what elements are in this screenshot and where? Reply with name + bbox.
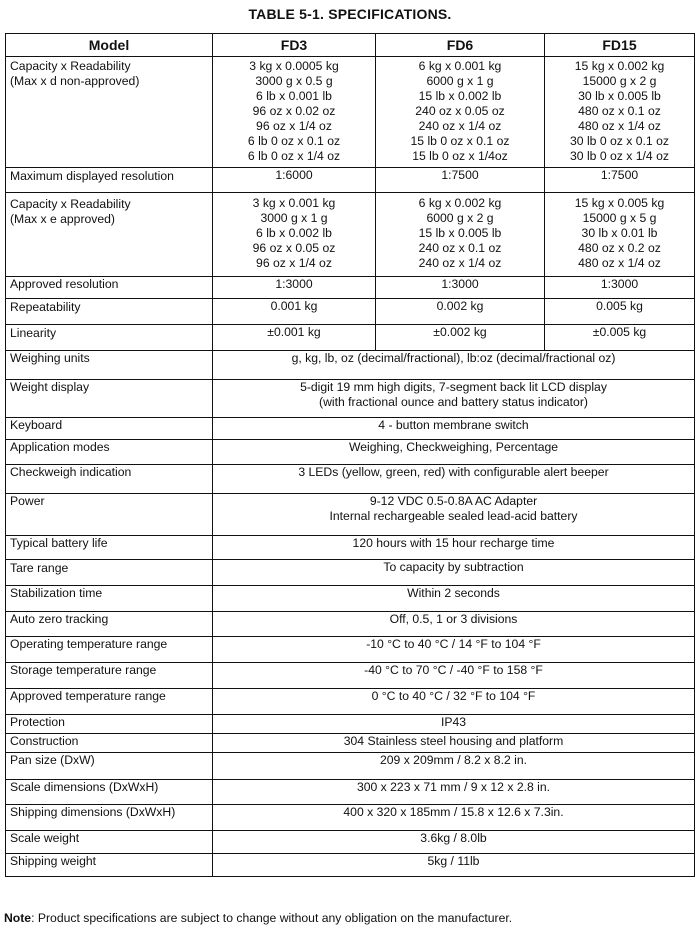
- table-row-repeatability: [6, 299, 695, 325]
- row-label: Storage temperature range: [6, 663, 213, 689]
- table-row-tare-range: [6, 560, 695, 586]
- fd15-value: 15 kg x 0.005 kg 15000 g x 5 g 30 lb x 0.01 lb 480 oz x 0.2 oz 480 oz x 1/4 oz: [545, 193, 695, 277]
- shared-value: 400 x 320 x 185mm / 15.8 x 12.6 x 7.3in.: [213, 805, 695, 831]
- shared-value: 4 - button membrane switch: [213, 418, 695, 440]
- row-label: Shipping weight: [6, 854, 213, 877]
- fd3-value: 1:6000: [213, 168, 376, 193]
- table-row-power: [6, 494, 695, 536]
- fd3-value: 3 kg x 0.0005 kg 3000 g x 0.5 g 6 lb x 0.001 lb 96 oz x 0.02 oz 96 oz x 1/4 oz 6 lb 0 oz x 0.1 oz 6 lb 0 oz x 1/4 oz: [213, 57, 376, 168]
- shared-value: 5kg / 11lb: [213, 854, 695, 877]
- shared-value: 3 LEDs (yellow, green, red) with configurable alert beeper: [213, 465, 695, 494]
- table-row-auto-zero: [6, 612, 695, 637]
- row-label: Tare range: [6, 560, 213, 586]
- table-row-linearity: [6, 325, 695, 351]
- table-row-storage-temp: [6, 663, 695, 689]
- table-row-shipping-weight: [6, 854, 695, 877]
- table-row-application-modes: [6, 440, 695, 465]
- row-label: Capacity x Readability (Max x d non-approved): [6, 57, 213, 168]
- fd6-value: 6 kg x 0.002 kg 6000 g x 2 g 15 lb x 0.005 lb 240 oz x 0.1 oz 240 oz x 1/4 oz: [376, 193, 545, 277]
- shared-value: 9-12 VDC 0.5-0.8A AC Adapter Internal rechargeable sealed lead-acid battery: [213, 494, 695, 536]
- row-label: Operating temperature range: [6, 637, 213, 663]
- row-label: Application modes: [6, 440, 213, 465]
- table-row-weighing-units: [6, 351, 695, 380]
- note-text: : Product specifications are subject to change without any obligation on the manufacturer.: [31, 911, 513, 925]
- row-label: Pan size (DxW): [6, 753, 213, 780]
- fd15-value: 1:7500: [545, 168, 695, 193]
- row-label: Power: [6, 494, 213, 536]
- table-row-pan-size: [6, 753, 695, 780]
- shared-value: -40 °C to 70 °C / -40 °F to 158 °F: [213, 663, 695, 689]
- row-label: Construction: [6, 734, 213, 753]
- shared-value: Within 2 seconds: [213, 586, 695, 612]
- table-row-checkweigh: [6, 465, 695, 494]
- table-row-battery-life: [6, 536, 695, 560]
- shared-value: 300 x 223 x 71 mm / 9 x 12 x 2.8 in.: [213, 780, 695, 805]
- shared-value: 0 °C to 40 °C / 32 °F to 104 °F: [213, 689, 695, 715]
- table-row-approved-resolution: [6, 277, 695, 299]
- fd6-value: 1:7500: [376, 168, 545, 193]
- shared-value: -10 °C to 40 °C / 14 °F to 104 °F: [213, 637, 695, 663]
- fd15-value: 1:3000: [545, 277, 695, 299]
- table-row-weight-display: [6, 380, 695, 418]
- specifications-table: [5, 33, 695, 877]
- shared-value: 209 x 209mm / 8.2 x 8.2 in.: [213, 753, 695, 780]
- header-model: Model: [6, 34, 213, 57]
- fd3-value: 1:3000: [213, 277, 376, 299]
- shared-value: IP43: [213, 715, 695, 734]
- row-label: Scale dimensions (DxWxH): [6, 780, 213, 805]
- header-row: [6, 34, 695, 57]
- row-label: Capacity x Readability (Max x e approved): [6, 193, 213, 277]
- row-label: Stabilization time: [6, 586, 213, 612]
- row-label: Weighing units: [6, 351, 213, 380]
- row-label: Protection: [6, 715, 213, 734]
- shared-value: g, kg, lb, oz (decimal/fractional), lb:oz (decimal/fractional oz): [213, 351, 695, 380]
- fd6-value: 0.002 kg: [376, 299, 545, 325]
- row-label: Maximum displayed resolution: [6, 168, 213, 193]
- table-row-capacity-approved: [6, 193, 695, 277]
- table-row-construction: [6, 734, 695, 753]
- table-row-scale-dimensions: [6, 780, 695, 805]
- header-fd3: FD3: [213, 34, 376, 57]
- fd15-value: 15 kg x 0.002 kg 15000 g x 2 g 30 lb x 0.005 lb 480 oz x 0.1 oz 480 oz x 1/4 oz 30 lb 0 oz x 0.1 oz 30 lb 0 oz x 1/4 oz: [545, 57, 695, 168]
- fd6-value: 1:3000: [376, 277, 545, 299]
- shared-value: To capacity by subtraction: [213, 560, 695, 586]
- fd3-value: 3 kg x 0.001 kg 3000 g x 1 g 6 lb x 0.002 lb 96 oz x 0.05 oz 96 oz x 1/4 oz: [213, 193, 376, 277]
- fd6-value: ±0.002 kg: [376, 325, 545, 351]
- row-label: Weight display: [6, 380, 213, 418]
- note-label: Note: [4, 911, 32, 925]
- shared-value: 5-digit 19 mm high digits, 7-segment back lit LCD display (with fractional ounce and battery status indicator): [213, 380, 695, 418]
- row-label: Approved temperature range: [6, 689, 213, 715]
- footnote: [4, 911, 512, 925]
- fd6-value: 6 kg x 0.001 kg 6000 g x 1 g 15 lb x 0.002 lb 240 oz x 0.05 oz 240 oz x 1/4 oz 15 lb 0 oz x 0.1 oz 15 lb 0 oz x 1/4oz: [376, 57, 545, 168]
- table-row-stabilization: [6, 586, 695, 612]
- table-row-protection: [6, 715, 695, 734]
- fd3-value: 0.001 kg: [213, 299, 376, 325]
- row-label: Repeatability: [6, 299, 213, 325]
- shared-value: Off, 0.5, 1 or 3 divisions: [213, 612, 695, 637]
- fd3-value: ±0.001 kg: [213, 325, 376, 351]
- fd15-value: 0.005 kg: [545, 299, 695, 325]
- row-label: Checkweigh indication: [6, 465, 213, 494]
- table-row-operating-temp: [6, 637, 695, 663]
- table-title: TABLE 5-1. SPECIFICATIONS.: [248, 6, 452, 22]
- table-row-shipping-dimensions: [6, 805, 695, 831]
- shared-value: 3.6kg / 8.0lb: [213, 831, 695, 854]
- row-label: Approved resolution: [6, 277, 213, 299]
- shared-value: 120 hours with 15 hour recharge time: [213, 536, 695, 560]
- row-label: Auto zero tracking: [6, 612, 213, 637]
- fd15-value: ±0.005 kg: [545, 325, 695, 351]
- row-label: Typical battery life: [6, 536, 213, 560]
- table-row-scale-weight: [6, 831, 695, 854]
- header-fd15: FD15: [545, 34, 695, 57]
- table-row-keyboard: [6, 418, 695, 440]
- header-fd6: FD6: [376, 34, 545, 57]
- table-row-capacity-nonapproved: [6, 57, 695, 168]
- table-row-max-resolution: [6, 168, 695, 193]
- row-label: Keyboard: [6, 418, 213, 440]
- row-label: Shipping dimensions (DxWxH): [6, 805, 213, 831]
- shared-value: 304 Stainless steel housing and platform: [213, 734, 695, 753]
- table-row-approved-temp: [6, 689, 695, 715]
- shared-value: Weighing, Checkweighing, Percentage: [213, 440, 695, 465]
- row-label: Scale weight: [6, 831, 213, 854]
- row-label: Linearity: [6, 325, 213, 351]
